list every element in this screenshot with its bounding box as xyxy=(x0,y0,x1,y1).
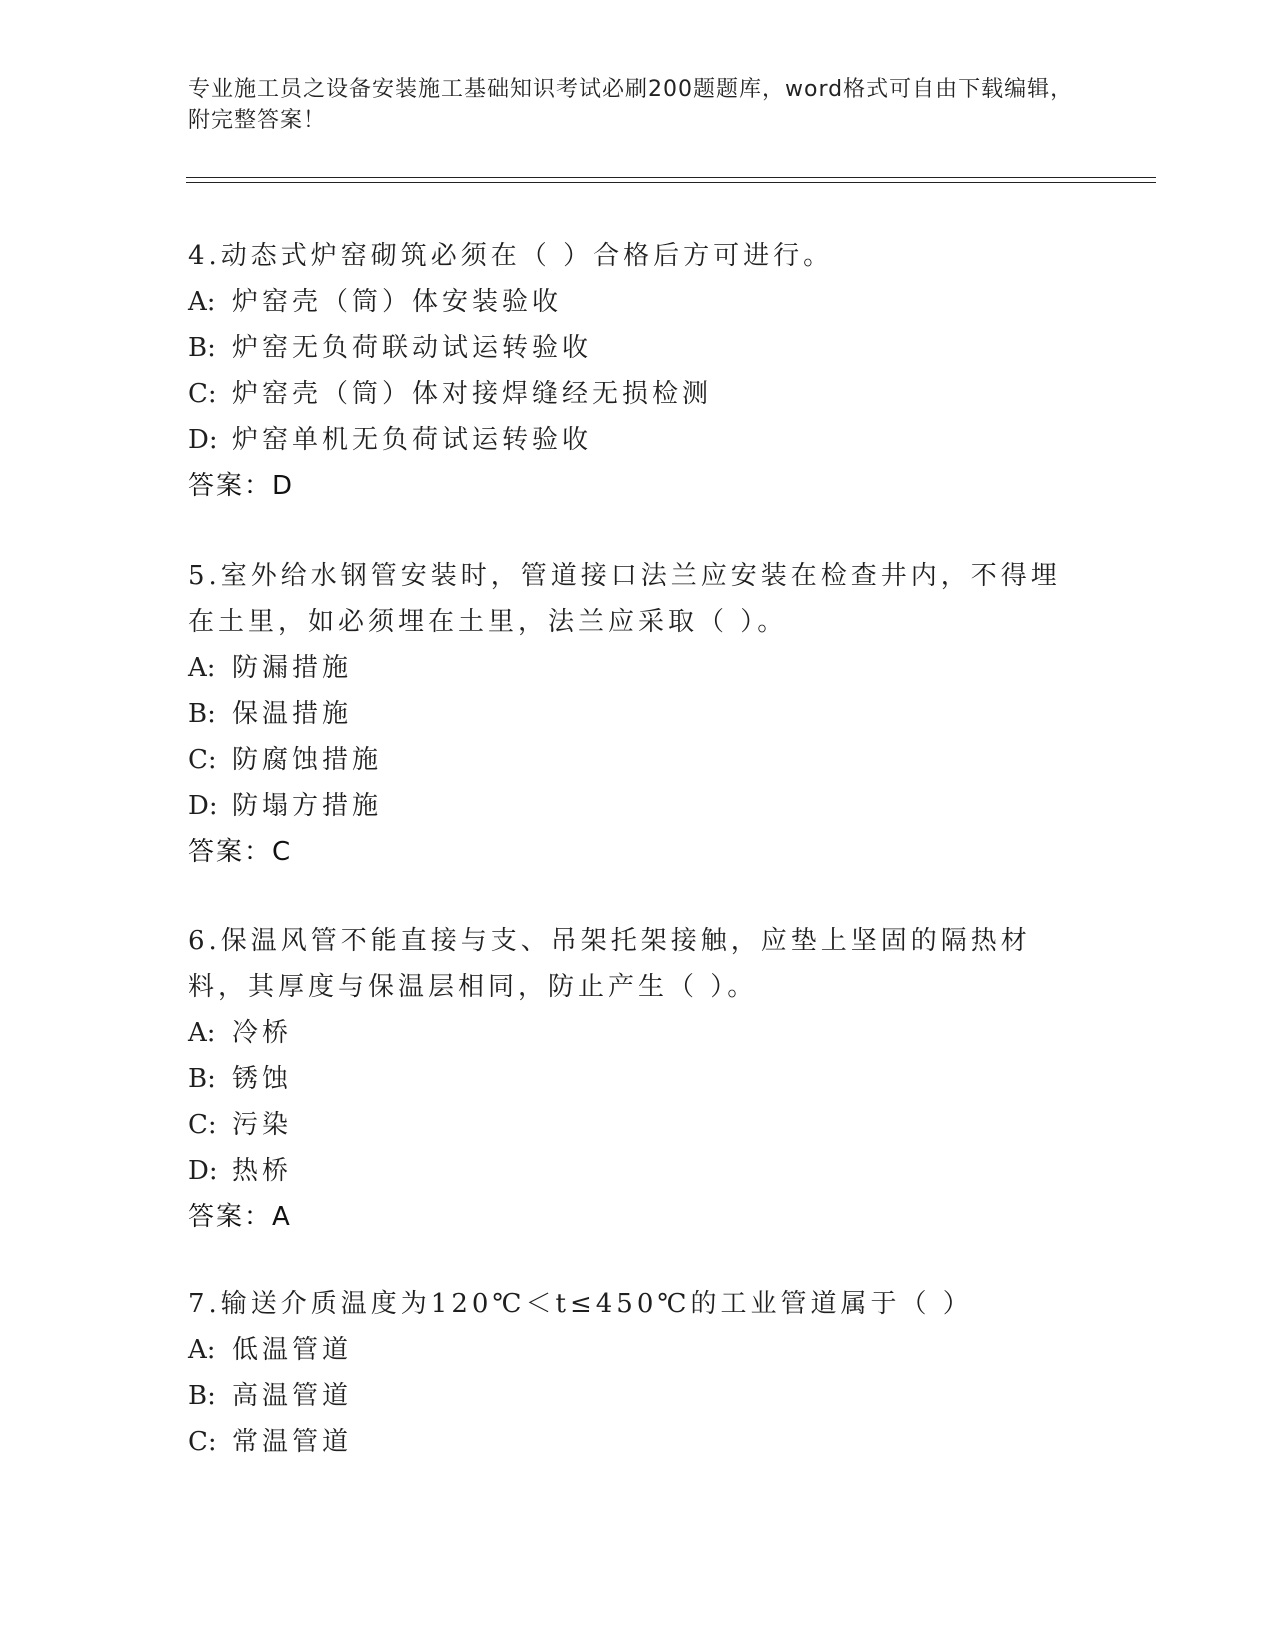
option-text: 炉窑壳（筒）体安装验收 xyxy=(232,287,563,317)
option-d xyxy=(188,783,1078,829)
option-key: D: xyxy=(188,425,218,455)
option-d xyxy=(188,417,1078,463)
option-key: C: xyxy=(188,745,217,775)
option-text: 防腐蚀措施 xyxy=(232,745,383,775)
option-text: 炉窑壳（筒）体对接焊缝经无损检测 xyxy=(232,379,713,409)
option-key: A: xyxy=(188,1018,216,1048)
option-key: C: xyxy=(188,1110,217,1140)
option-b xyxy=(188,1056,1078,1102)
option-key: A: xyxy=(188,653,216,683)
option-text: 低温管道 xyxy=(232,1335,353,1365)
answer-line: 答案：C xyxy=(188,837,293,867)
option-a xyxy=(188,1010,1078,1056)
header-divider-secondary xyxy=(186,182,1156,183)
document-header-title: 专业施工员之设备安装施工基础知识考试必刷200题题库，word格式可自由下载编辑，附完整答案！ xyxy=(188,77,1074,133)
question-stem: 7.输送介质温度为120℃＜t≤450℃的工业管道属于（ ） xyxy=(188,1289,973,1319)
option-text: 保温措施 xyxy=(232,699,353,729)
question-6 xyxy=(188,918,1078,1240)
option-text: 防漏措施 xyxy=(232,653,353,683)
option-c xyxy=(188,1102,1078,1148)
option-key: C: xyxy=(188,1427,217,1457)
option-a xyxy=(188,1327,1078,1373)
question-stem: 5.室外给水钢管安装时，管道接口法兰应安装在检查井内，不得埋在土里，如必须埋在土里，法兰应采取（ ）。 xyxy=(188,561,1061,637)
question-7 xyxy=(188,1281,1078,1465)
option-a xyxy=(188,645,1078,691)
option-c xyxy=(188,371,1078,417)
option-b xyxy=(188,1373,1078,1419)
option-text: 污染 xyxy=(232,1110,293,1140)
option-b xyxy=(188,325,1078,371)
option-key: B: xyxy=(188,1381,216,1411)
answer-line: 答案：D xyxy=(188,471,295,501)
question-stem: 4.动态式炉窑砌筑必须在（ ）合格后方可进行。 xyxy=(188,241,834,271)
header-divider xyxy=(186,177,1156,178)
option-key: B: xyxy=(188,1064,216,1094)
option-key: D: xyxy=(188,791,218,821)
answer-line: 答案：A xyxy=(188,1202,292,1232)
question-stem: 6.保温风管不能直接与支、吊架托架接触，应垫上坚固的隔热材料，其厚度与保温层相同，防止产生（ ）。 xyxy=(188,926,1031,1002)
option-key: A: xyxy=(188,1335,216,1365)
option-key: A: xyxy=(188,287,216,317)
option-key: B: xyxy=(188,699,216,729)
question-5 xyxy=(188,553,1078,875)
option-text: 常温管道 xyxy=(232,1427,353,1457)
option-text: 锈蚀 xyxy=(232,1064,293,1094)
option-a xyxy=(188,279,1078,325)
option-key: D: xyxy=(188,1156,218,1186)
option-text: 高温管道 xyxy=(232,1381,353,1411)
option-key: C: xyxy=(188,379,217,409)
option-c xyxy=(188,1419,1078,1465)
option-key: B: xyxy=(188,333,216,363)
option-text: 炉窑单机无负荷试运转验收 xyxy=(232,425,593,455)
question-4 xyxy=(188,233,1078,509)
option-d xyxy=(188,1148,1078,1194)
option-text: 炉窑无负荷联动试运转验收 xyxy=(232,333,593,363)
option-text: 冷桥 xyxy=(232,1018,293,1048)
option-b xyxy=(188,691,1078,737)
option-c xyxy=(188,737,1078,783)
option-text: 热桥 xyxy=(232,1156,293,1186)
option-text: 防塌方措施 xyxy=(232,791,383,821)
